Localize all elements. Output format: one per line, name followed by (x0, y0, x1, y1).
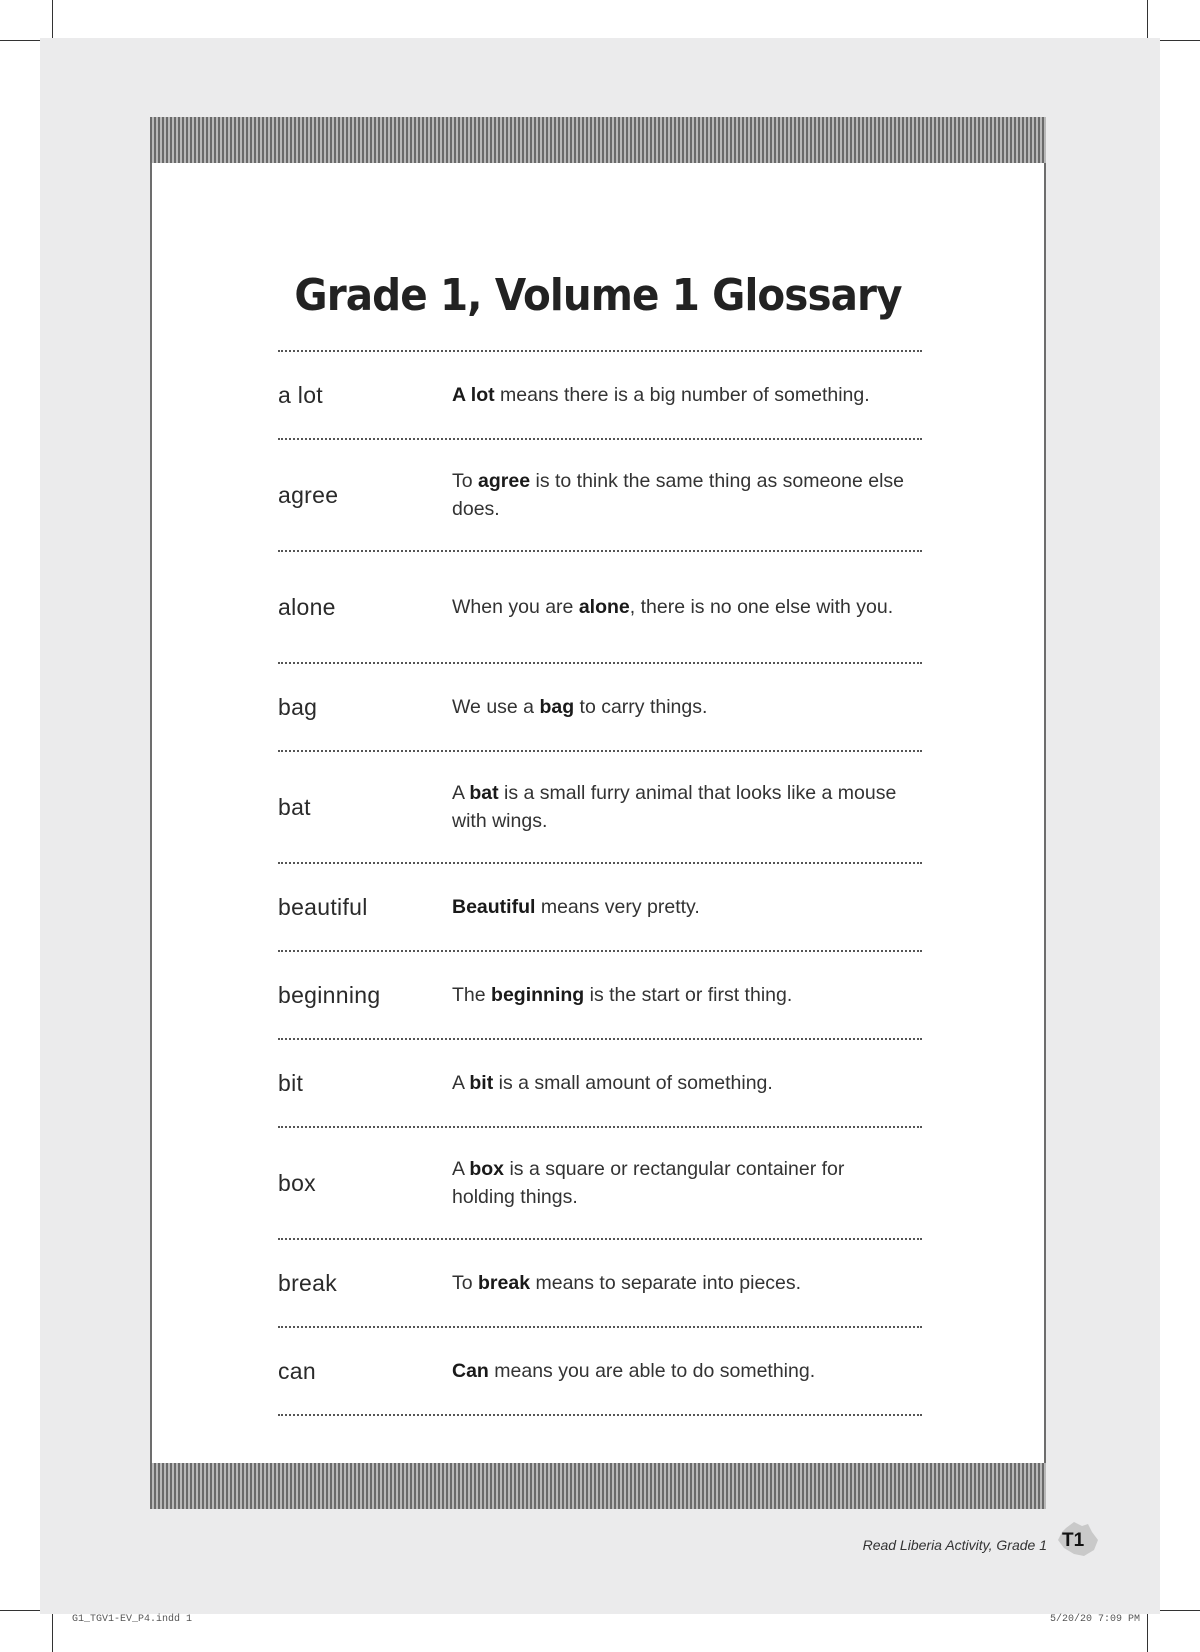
slug-timestamp: 5/20/20 7:09 PM (1049, 1614, 1140, 1625)
glossary-table (278, 350, 922, 1416)
glossary-term: bat (278, 793, 311, 820)
glossary-definition (452, 779, 912, 835)
glossary-definition (452, 693, 912, 721)
definition-text: To (452, 470, 479, 492)
definition-text: We use a (452, 696, 540, 718)
glossary-term: can (278, 1357, 316, 1384)
definition-keyword: bat (469, 782, 499, 804)
glossary-definition (452, 1069, 912, 1097)
definition-text: means you are able to do something. (488, 1360, 816, 1382)
glossary-definition (452, 981, 912, 1009)
glossary-definition (452, 1269, 912, 1297)
glossary-row (278, 864, 922, 950)
definition-keyword: Can (452, 1360, 489, 1382)
glossary-row (278, 352, 922, 438)
glossary-row (278, 664, 922, 750)
glossary-term: beginning (278, 981, 381, 1008)
glossary-term: beautiful (278, 893, 368, 920)
glossary-row (278, 1040, 922, 1126)
definition-text: is to think the same thing as someone else does. (452, 470, 905, 520)
definition-text: means to separate into pieces. (530, 1272, 802, 1294)
definition-keyword: Beautiful (452, 896, 536, 918)
glossary-row (278, 952, 922, 1038)
bottom-stripe-band (150, 1463, 1046, 1509)
definition-text: The (452, 984, 492, 1006)
glossary-definition (452, 467, 912, 523)
glossary-definition (452, 593, 912, 621)
row-divider (278, 1414, 922, 1416)
top-stripe-band (150, 117, 1046, 163)
page-number: T1 (1062, 1530, 1085, 1551)
glossary-definition (452, 1155, 912, 1211)
glossary-row (278, 1328, 922, 1414)
glossary-term: box (278, 1169, 316, 1196)
definition-keyword: bag (539, 696, 575, 718)
glossary-row (278, 752, 922, 862)
definition-keyword: A lot (452, 384, 495, 406)
definition-keyword: alone (578, 596, 630, 618)
definition-text: A (452, 1072, 470, 1094)
glossary-term: break (278, 1269, 338, 1296)
definition-text: is a square or rectangular container for holding things. (452, 1158, 845, 1208)
glossary-term: bag (278, 693, 318, 720)
glossary-definition (452, 893, 912, 921)
glossary-term: bit (278, 1069, 304, 1096)
glossary-row (278, 552, 922, 662)
glossary-definition (452, 381, 912, 409)
definition-text: is the start or first thing. (584, 984, 793, 1006)
definition-keyword: agree (478, 470, 531, 492)
definition-text: means there is a big number of something. (494, 384, 870, 406)
definition-keyword: break (478, 1272, 531, 1294)
definition-text: When you are (452, 596, 579, 618)
definition-text: A (452, 782, 470, 804)
definition-keyword: beginning (491, 984, 585, 1006)
definition-keyword: bit (469, 1072, 494, 1094)
glossary-row (278, 1240, 922, 1326)
definition-text: is a small furry animal that looks like a mouse with wings. (452, 782, 897, 832)
definition-text: to carry things. (574, 696, 708, 718)
glossary-term: alone (278, 593, 336, 620)
glossary-row (278, 1128, 922, 1238)
glossary-row (278, 440, 922, 550)
definition-text: A (452, 1158, 470, 1180)
definition-text: is a small amount of something. (493, 1072, 773, 1094)
glossary-definition (452, 1357, 912, 1385)
definition-keyword: box (469, 1158, 505, 1180)
footer-caption: Read Liberia Activity, Grade 1 (862, 1537, 1047, 1553)
definition-text: To (452, 1272, 479, 1294)
page-title: Grade 1, Volume 1 Glossary (294, 270, 902, 321)
definition-text: , there is no one else with you. (629, 596, 894, 618)
glossary-term: agree (278, 481, 339, 508)
slug-file-name: G1_TGV1-EV_P4.indd 1 (72, 1614, 193, 1625)
glossary-term: a lot (278, 381, 323, 408)
definition-text: means very pretty. (535, 896, 700, 918)
